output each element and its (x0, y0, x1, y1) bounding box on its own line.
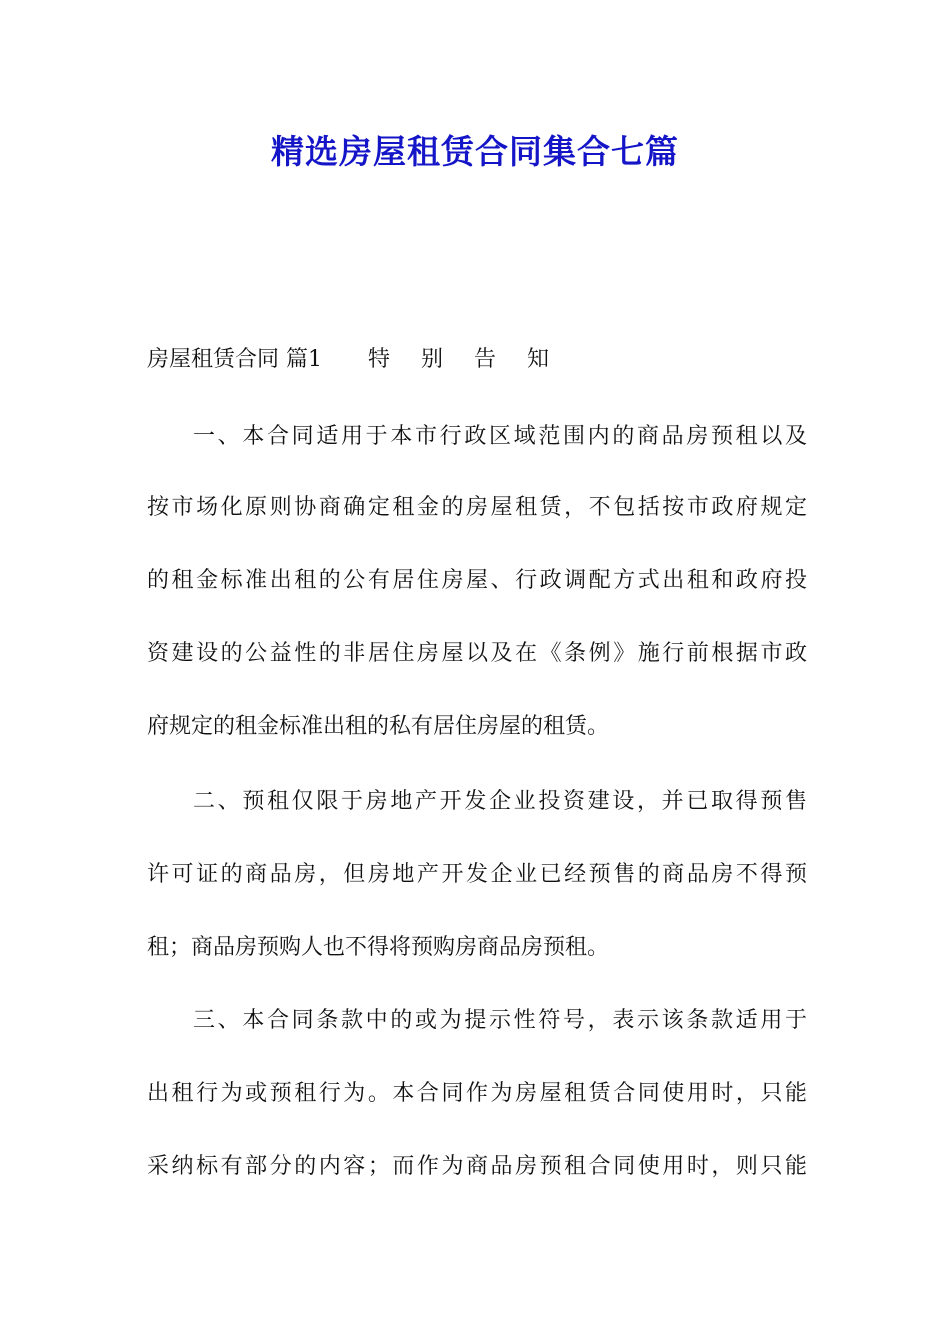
section-heading: 房屋租赁合同 篇1 (147, 347, 322, 372)
document-title: 精选房屋租赁合同集合七篇 (271, 132, 679, 171)
paragraph-line: 许可证的商品房，但房地产开发企业已经预售的商品房不得预 (147, 862, 807, 887)
paragraph-line: 租；商品房预购人也不得将预购房商品房预租。 (147, 935, 610, 960)
notice-label: 特 别 告 知 (368, 347, 561, 372)
paragraph-line: 三、本合同条款中的或为提示性符号，表示该条款适用于 (193, 1008, 807, 1033)
paragraph-line: 采纳标有部分的内容；而作为商品房预租合同使用时，则只能 (147, 1154, 807, 1179)
paragraph-line: 按市场化原则协商确定租金的房屋租赁，不包括按市政府规定 (147, 495, 807, 520)
paragraph-line: 二、预租仅限于房地产开发企业投资建设，并已取得预售 (193, 789, 807, 814)
paragraph-line: 的租金标准出租的公有居住房屋、行政调配方式出租和政府投 (147, 568, 807, 593)
paragraph-line: 一、本合同适用于本市行政区域范围内的商品房预租以及 (193, 424, 807, 449)
paragraph-line: 资建设的公益性的非居住房屋以及在《条例》施行前根据市政 (147, 641, 807, 666)
paragraph-line: 出租行为或预租行为。本合同作为房屋租赁合同使用时，只能 (147, 1081, 807, 1106)
section-heading-row (147, 343, 561, 377)
paragraph-line: 府规定的租金标准出租的私有居住房屋的租赁。 (147, 714, 610, 739)
